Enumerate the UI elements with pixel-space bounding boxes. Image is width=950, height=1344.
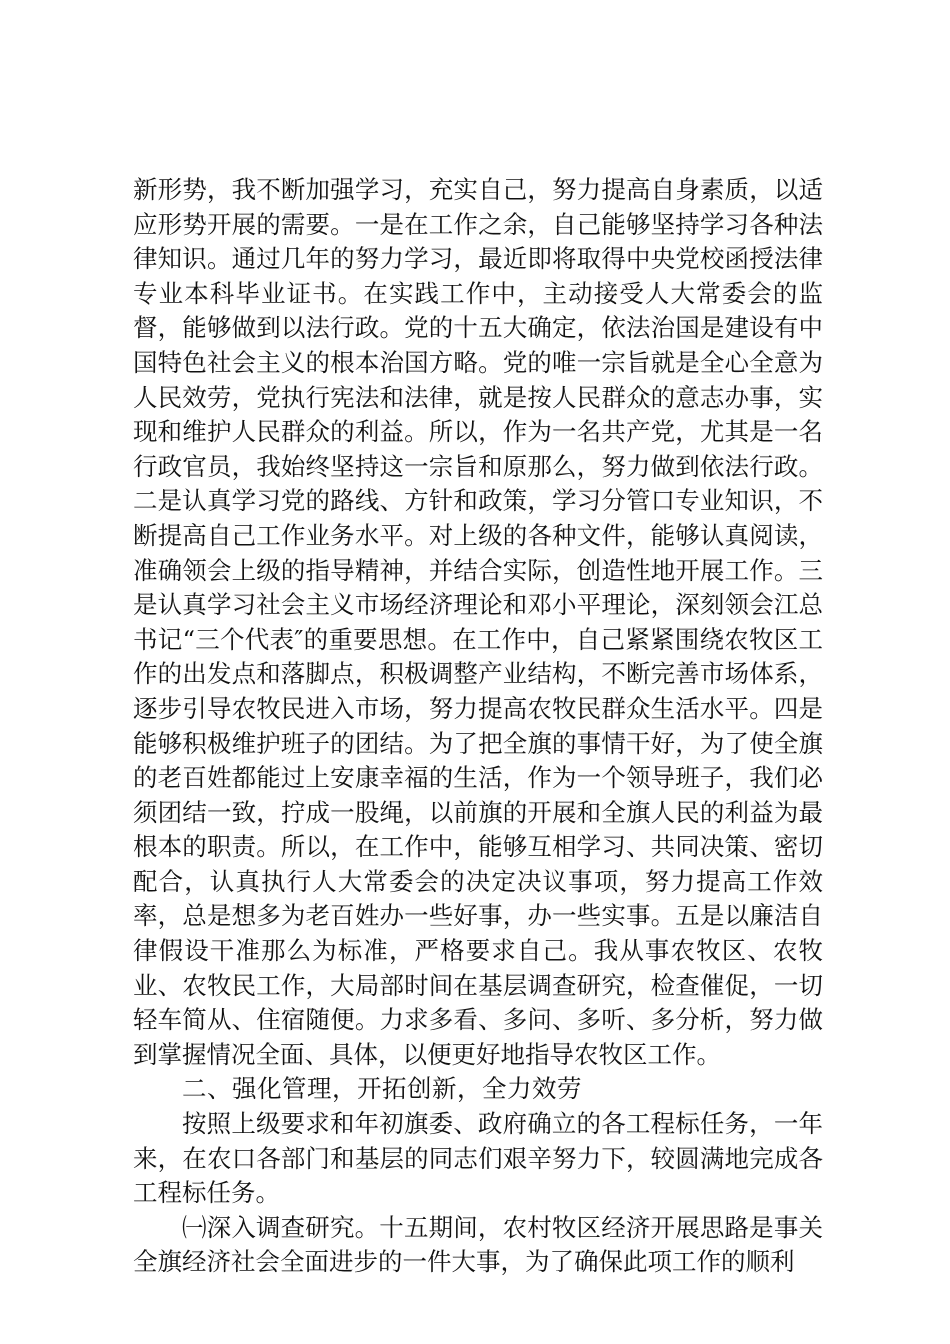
section-heading-2: 二、强化管理，开拓创新，全力效劳 [182, 1074, 582, 1104]
body-paragraph-1: 新形势，我不断加强学习，充实自己，努力提高自身素质，以适应形势开展的需要。一是在工作之余，自己能够坚持学习各种法律知识。通过几年的努力学习，最近即将取得中央党校函授法律专业本科毕业证书。在实践工作中，主动接受人大常委会的监督，能够做到以法行政。党的十五大确定，依法治国是建设有中国特色社会主义的根本治国方略。党的唯一宗旨就是全心全意为人民效劳，党执行宪法和法律，就是按人民群众的意志办事，实现和维护人民群众的利益。所以，作为一名共产党，尤其是一名行政官员，我始终坚持这一宗旨和原那么，努力做到依法行政。二是认真学习党的路线、方针和政策，学习分管口专业知识，不断提高自己工作业务水平。对上级的各种文件，能够认真阅读，准确领会上级的指导精神，并结合实际，创造性地开展工作。三是认真学习社会主义市场经济理论和邓小平理论，深刻领会江总书记“三个代表″的重要思想。在工作中，自己紧紧围绕农牧区工作的出发点和落脚点，积极调整产业结构，不断完善市场体系，逐步引导农牧民进入市场，努力提高农牧民群众生活水平。四是能够积极维护班子的团结。为了把全旗的事情干好，为了使全旗的老百姓都能过上安康幸福的生活，作为一个领导班子，我们必须团结一致，拧成一股绳，以前旗的开展和全旗人民的利益为最根本的职责。所以，在工作中，能够互相学习、共同决策、密切配合，认真执行人大常委会的决定决议事项，努力提高工作效率，总是想多为老百姓办一些好事，办一些实事。五是以廉洁自律假设干准那么为标准，严格要求自己。我从事农牧区、农牧业、农牧民工作，大局部时间在基层调查研究，检查催促，一切轻车简从、住宿随便。力求多看、多问、多听、多分析，努力做到掌握情况全面、具体，以便更好地指导农牧区工作。 [133, 175, 823, 1069]
body-paragraph-2: 按照上级要求和年初旗委、政府确立的各工程标任务，一年来，在农口各部门和基层的同志们艰辛努力下，较圆满地完成各工程标任务。 [133, 1109, 823, 1208]
document-body [133, 173, 823, 1280]
body-paragraph-3: ㈠深入调查研究。十五期间，农村牧区经济开展思路是事关全旗经济社会全面进步的一件大事，为了确保此项工作的顺利 [133, 1212, 823, 1277]
